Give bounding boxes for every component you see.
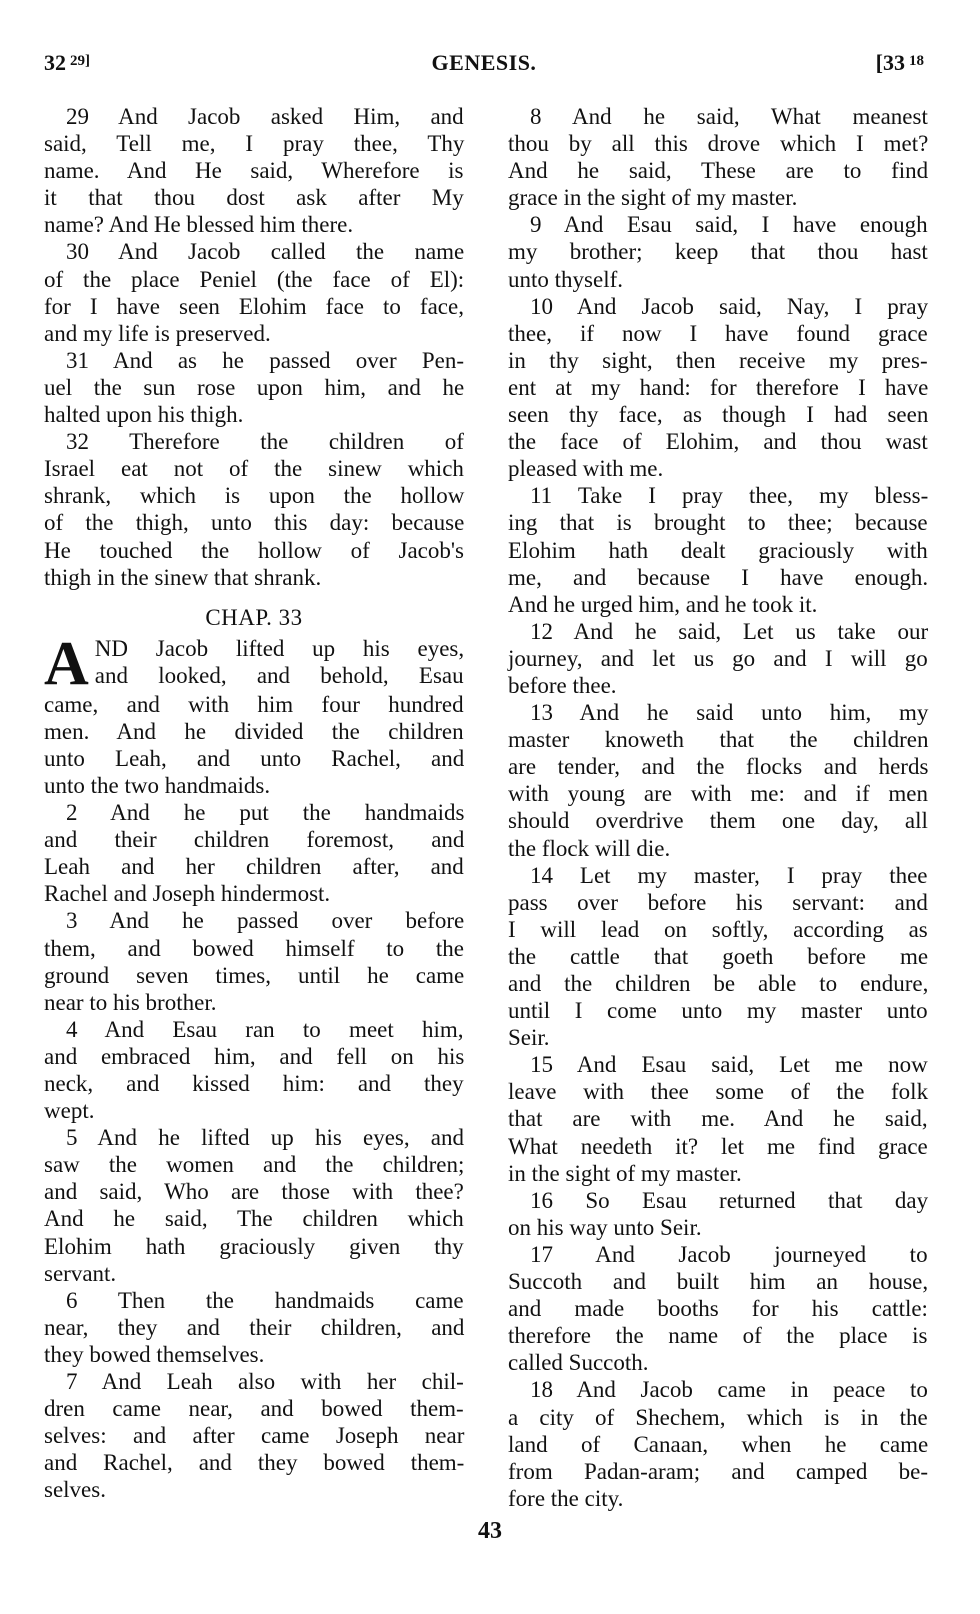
text-line: dren came near, and bowed them- xyxy=(44,1396,464,1422)
text-line: Israel eat not of the sinew which xyxy=(44,456,464,482)
text-line: for I have seen Elohim face to face, xyxy=(44,293,464,319)
text-line: 31 And as he passed over Pen- xyxy=(66,347,465,373)
text-line: shrank, which is upon the hollow xyxy=(44,483,465,509)
text-line: 29 And Jacob asked Him, and xyxy=(66,104,464,129)
verse xyxy=(508,293,928,483)
text-line: pleased with me. xyxy=(508,456,664,482)
text-line: that are with me. And he said, xyxy=(508,1106,928,1132)
verse xyxy=(508,1376,928,1511)
text-line: uel the sun rose upon him, and he xyxy=(44,374,465,400)
verse xyxy=(44,1016,464,1124)
text-line: master knoweth that the children xyxy=(508,727,929,753)
text-line: and said, Who are those with thee? xyxy=(44,1179,464,1205)
text-line: my brother; keep that thou hast xyxy=(508,239,928,265)
text-line: unto Leah, and unto Rachel, and xyxy=(44,745,465,771)
header-right-chapter: [33 xyxy=(875,50,905,75)
text-line: saw the women and the children; xyxy=(44,1152,465,1178)
verse-1-text xyxy=(44,629,465,799)
text-line: said, Tell me, I pray thee, Thy xyxy=(44,131,465,157)
text-line: them, and bowed himself to the xyxy=(44,935,464,961)
text-line: Elohim hath dealt graciously with xyxy=(508,537,928,563)
text-line: 7 And Leah also with her chil- xyxy=(66,1369,464,1395)
text-line: Elohim hath graciously given thy xyxy=(44,1233,464,1259)
text-line: ND Jacob lifted up his eyes, xyxy=(94,635,465,661)
text-line: called Succoth. xyxy=(508,1350,649,1376)
text-line: on his way unto Seir. xyxy=(508,1214,702,1240)
verses-chapter-33-left xyxy=(44,799,464,1503)
text-line: are tender, and the flocks and herds xyxy=(508,754,929,780)
text-line: And he said, These are to find xyxy=(508,158,929,184)
verse-1 xyxy=(44,629,465,799)
text-line: they bowed themselves. xyxy=(44,1341,265,1367)
text-line: and looked, and behold, Esau xyxy=(94,662,464,688)
text-line: and made booths for his cattle: xyxy=(508,1296,928,1322)
verse xyxy=(44,347,464,428)
text-line: 32 Therefore the children of xyxy=(66,429,464,455)
text-line: thigh in the sinew that shrank. xyxy=(44,564,322,590)
text-line: therefore the name of the place is xyxy=(508,1323,928,1349)
text-line: 5 And he lifted up his eyes, and xyxy=(66,1125,465,1151)
verse xyxy=(508,1241,928,1376)
text-line: 30 And Jacob called the name xyxy=(66,239,465,265)
verse xyxy=(508,862,928,1052)
text-line: And he said, The children which xyxy=(44,1206,464,1232)
text-line: thee, if now I have found grace xyxy=(508,320,928,346)
text-line: the face of Elohim, and thou wast xyxy=(508,429,928,455)
text-line: the flock will die. xyxy=(508,835,671,861)
verse xyxy=(44,1287,464,1368)
text-line: from Padan-aram; and camped be- xyxy=(508,1458,929,1484)
header-right-reference xyxy=(876,50,924,76)
text-line: Succoth and built him an house, xyxy=(508,1269,929,1295)
text-line: neck, and kissed him: and they xyxy=(44,1071,464,1096)
text-line: 6 Then the handmaids came xyxy=(66,1287,464,1313)
verse xyxy=(44,238,464,346)
text-line: He touched the hollow of Jacob's xyxy=(44,537,464,563)
text-line: pass over before his servant: and xyxy=(508,889,928,915)
running-header xyxy=(44,50,924,82)
text-line: Seir. xyxy=(508,1025,550,1051)
verse xyxy=(44,428,464,591)
text-line: near, they and their children, and xyxy=(44,1314,465,1340)
verse xyxy=(508,618,928,699)
text-line: me, and because I have enough. xyxy=(508,564,929,590)
text-line: journey, and let us go and I will go xyxy=(508,645,928,671)
text-line: 15 And Esau said, Let me now xyxy=(530,1052,928,1078)
verse xyxy=(44,103,464,238)
verse xyxy=(508,103,928,211)
text-line: 8 And he said, What meanest xyxy=(530,104,928,129)
verse xyxy=(508,699,928,862)
text-line: near to his brother. xyxy=(44,989,217,1015)
text-line: selves: and after came Joseph near xyxy=(44,1423,465,1449)
chapter-heading: CHAP. 33 xyxy=(205,604,303,630)
verse xyxy=(44,907,464,1015)
text-line: land of Canaan, when he came xyxy=(508,1431,929,1457)
text-line: grace in the sight of my master. xyxy=(508,185,798,211)
text-line: 9 And Esau said, I have enough xyxy=(530,212,928,238)
text-line: and my life is preserved. xyxy=(44,320,271,346)
text-line: 12 And he said, Let us take our xyxy=(530,618,929,644)
text-line: the cattle that goeth before me xyxy=(508,943,929,969)
text-line: 18 And Jacob came in peace to xyxy=(530,1377,928,1403)
text-line: unto thyself. xyxy=(508,266,623,292)
text-line: 17 And Jacob journeyed to xyxy=(530,1241,928,1267)
text-line: And he urged him, and he took it. xyxy=(508,591,818,617)
text-line: of the thigh, unto this day: because xyxy=(44,510,465,536)
text-line: unto the two handmaids. xyxy=(44,772,271,798)
text-line: and Rachel, and they bowed them- xyxy=(44,1450,465,1476)
text-line: ing that is brought to thee; because xyxy=(508,510,928,536)
text-line: in the sight of my master. xyxy=(508,1160,742,1186)
text-line: should overdrive them one day, all xyxy=(508,808,928,834)
text-line: ent at my hand: for therefore I have xyxy=(508,374,929,400)
text-line: 4 And Esau ran to meet him, xyxy=(66,1016,464,1042)
text-line: a city of Shechem, which is in the xyxy=(508,1404,928,1430)
text-line: thou by all this drove which I met? xyxy=(508,131,929,157)
text-line: What needeth it? let me find grace xyxy=(508,1133,928,1159)
text-line: Leah and her children after, and xyxy=(44,854,464,880)
drop-cap: A xyxy=(44,629,89,698)
header-left-verse: 29] xyxy=(70,53,90,69)
page-number: 43 xyxy=(478,1518,502,1544)
text-line: 10 And Jacob said, Nay, I pray xyxy=(530,293,929,319)
verse xyxy=(508,1051,928,1186)
text-line: name? And He blessed him there. xyxy=(44,212,354,238)
text-line: 3 And he passed over before xyxy=(66,908,465,934)
right-column xyxy=(508,103,928,1512)
text-line: and their children foremost, and xyxy=(44,827,465,853)
text-line: until I come unto my master unto xyxy=(508,998,928,1024)
text-line: 2 And he put the handmaids xyxy=(66,800,465,826)
verse xyxy=(508,482,928,617)
text-line: 11 Take I pray thee, my bless- xyxy=(530,483,929,509)
text-line: and embraced him, and fell on his xyxy=(44,1043,465,1069)
book-title: GENESIS. xyxy=(431,50,537,75)
text-line: Rachel and Joseph hindermost. xyxy=(44,881,331,907)
text-line: leave with thee some of the folk xyxy=(508,1079,929,1105)
verse xyxy=(44,1124,464,1287)
text-line: in thy sight, then receive my pres- xyxy=(508,347,928,373)
header-left-chapter: 32 xyxy=(44,50,66,75)
text-line: servant. xyxy=(44,1260,117,1286)
header-right-verse: 18 xyxy=(909,53,924,69)
text-line: came, and with him four hundred xyxy=(44,691,464,717)
text-line: wept. xyxy=(44,1098,95,1124)
text-line: men. And he divided the children xyxy=(44,718,464,744)
text-line: 13 And he said unto him, my xyxy=(530,700,929,726)
text-line: 14 Let my master, I pray thee xyxy=(530,862,928,888)
text-line: before thee. xyxy=(508,672,617,698)
text-line: ground seven times, until he came xyxy=(44,962,465,988)
text-line: of the place Peniel (the face of El): xyxy=(44,266,465,292)
text-line: it that thou dost ask after My xyxy=(44,185,464,211)
text-line: selves. xyxy=(44,1477,106,1503)
text-line: fore the city. xyxy=(508,1485,624,1511)
left-column xyxy=(44,103,464,1504)
text-line: name. And He said, Wherefore is xyxy=(44,158,464,184)
verses-chapter-33-right xyxy=(508,103,928,1512)
text-line: halted upon his thigh. xyxy=(44,402,244,428)
text-line: and the children be able to endure, xyxy=(508,971,929,996)
text-line: with young are with me: and if men xyxy=(508,781,928,807)
text-line: seen thy face, as though I had seen xyxy=(508,402,929,428)
verse xyxy=(44,1368,464,1503)
verse xyxy=(44,799,464,907)
verses-chapter-32 xyxy=(44,103,464,591)
verse xyxy=(508,1187,928,1241)
verse xyxy=(508,211,928,292)
text-line: I will lead on softly, according as xyxy=(508,916,928,942)
text-line: 16 So Esau returned that day xyxy=(530,1187,929,1213)
